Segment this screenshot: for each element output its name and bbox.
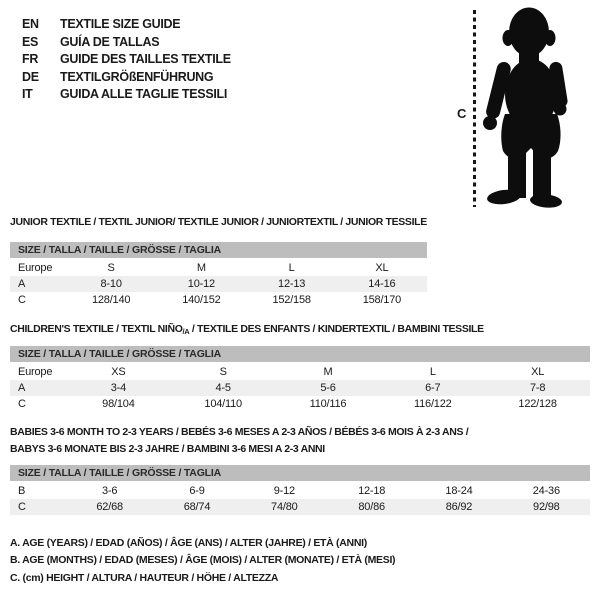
footnote-a: A. AGE (YEARS) / EDAD (AÑOS) / ÂGE (ANS) / ALTER (JAHRE) / ETÀ (ANNI) (10, 537, 367, 549)
section-children (10, 323, 590, 412)
size-cell: 116/122 (414, 398, 452, 410)
size-cell: 18-24 (445, 485, 473, 497)
size-cell: 104/110 (204, 398, 242, 410)
language-title: GUIDE DES TAILLES TEXTILE (60, 52, 231, 66)
size-cell: 12-18 (358, 485, 386, 497)
row-label: C (18, 501, 26, 513)
table-row (10, 364, 590, 380)
size-cell: 7-8 (529, 382, 546, 394)
size-cell: 8-10 (100, 278, 122, 290)
size-cell: 4-5 (215, 382, 231, 394)
section-babies (10, 424, 590, 515)
row-label: C (18, 398, 26, 410)
footnote-c: C. (cm) HEIGHT / ALTURA / HAUTEUR / HÖHE / ALTEZZA (10, 571, 279, 584)
height-dashed-line (473, 10, 476, 207)
size-cell: 62/68 (96, 501, 123, 513)
footnote-b: B. AGE (MONTHS) / EDAD (MESES) / ÂGE (MOIS) / ALTER (MONATE) / ETÀ (MESI) (10, 554, 396, 567)
toddler-silhouette-icon (478, 6, 574, 208)
language-code: EN (22, 17, 39, 31)
section-heading-babies (10, 424, 590, 458)
table-row (10, 380, 590, 396)
section-junior (10, 216, 427, 308)
size-cell: 3-6 (102, 485, 118, 497)
table-row (10, 260, 427, 276)
size-cell: S (219, 366, 227, 378)
babies-size-table (10, 483, 590, 515)
size-cell: 6-7 (425, 382, 441, 394)
junior-size-table (10, 260, 427, 308)
language-code: FR (22, 52, 39, 66)
language-row (22, 16, 231, 34)
row-label: A (18, 382, 26, 394)
language-code: DE (22, 69, 39, 84)
size-cell: 158/170 (362, 294, 402, 306)
size-cell: 92/98 (533, 501, 560, 513)
table-row (10, 396, 590, 412)
size-cell: 122/128 (518, 398, 557, 410)
size-cell: 14-16 (368, 278, 396, 290)
footnote-legend (10, 535, 395, 587)
row-label: B (18, 485, 26, 497)
language-title-list (22, 16, 231, 104)
language-row (22, 69, 231, 87)
language-row (22, 34, 231, 52)
size-header-bar: SIZE / TALLA / TAILLE / GRÖSSE / TAGLIA (10, 346, 590, 362)
size-cell: 3-4 (110, 382, 127, 394)
language-title: GUÍA DE TALLAS (60, 34, 160, 49)
table-row (10, 276, 427, 292)
size-cell: 152/158 (272, 294, 311, 306)
size-cell: M (323, 366, 333, 378)
language-row (22, 86, 231, 104)
size-cell: M (196, 262, 206, 274)
heading-text: CHILDREN'S TEXTILE / TEXTIL NIÑO (10, 323, 183, 335)
size-cell: 5-6 (320, 382, 336, 394)
size-cell: 10-12 (187, 278, 215, 290)
size-cell: 86/92 (445, 501, 473, 513)
heading-line-1: BABIES 3-6 MONTH TO 2-3 YEARS / BEBÉS 3-6 MESES A 2-3 AÑOS / BÉBÉS 3-6 MOIS À 2-3 ANS / (10, 426, 469, 438)
size-header-bar: SIZE / TALLA / TAILLE / GRÖSSE / TAGLIA (10, 242, 427, 258)
size-cell: 128/140 (91, 294, 131, 306)
size-cell: 110/116 (309, 398, 347, 410)
size-cell: S (107, 262, 115, 274)
size-cell: 6-9 (189, 485, 205, 497)
language-title: TEXTILGRÖßENFÜHRUNG (60, 69, 214, 84)
heading-text: / TEXTILE DES ENFANTS / KINDERTEXTIL / BAMBINI TESSILE (189, 323, 484, 335)
size-cell: 98/104 (102, 398, 135, 410)
row-label: Europe (18, 262, 53, 274)
size-cell: 9-12 (273, 485, 295, 497)
size-cell: XL (375, 262, 389, 274)
row-label: Europe (18, 366, 53, 378)
table-row (10, 499, 590, 515)
size-cell: 80/86 (358, 501, 385, 513)
children-size-table (10, 364, 590, 412)
size-cell: XS (111, 366, 126, 378)
height-measure-label: C (457, 106, 467, 121)
size-cell: XL (531, 366, 545, 378)
section-heading-children (10, 323, 590, 338)
heading-subscript: /A (182, 327, 190, 336)
table-row (10, 292, 427, 308)
size-cell: 74/80 (271, 501, 298, 513)
heading-line-2: BABYS 3-6 MONATE BIS 2-3 JAHRE / BAMBINI 3-6 MESI A 2-3 ANNI (10, 443, 325, 455)
row-label: A (18, 278, 26, 290)
row-label: C (18, 294, 26, 306)
size-cell: 68/74 (183, 501, 211, 513)
size-cell: 24-36 (532, 485, 560, 497)
language-code: ES (22, 34, 39, 49)
language-title: GUIDA ALLE TAGLIE TESSILI (60, 87, 228, 101)
size-cell: 140/152 (182, 294, 221, 306)
size-cell: L (429, 366, 436, 378)
size-cell: 12-13 (278, 278, 306, 290)
table-row (10, 483, 590, 499)
language-title: TEXTILE SIZE GUIDE (60, 17, 181, 31)
language-row (22, 51, 231, 69)
size-cell: L (288, 262, 295, 274)
language-code: IT (22, 87, 33, 101)
size-header-bar: SIZE / TALLA / TAILLE / GRÖSSE / TAGLIA (10, 465, 590, 481)
section-heading-junior: JUNIOR TEXTILE / TEXTIL JUNIOR/ TEXTILE JUNIOR / JUNIORTEXTIL / JUNIOR TESSILE (10, 216, 427, 228)
